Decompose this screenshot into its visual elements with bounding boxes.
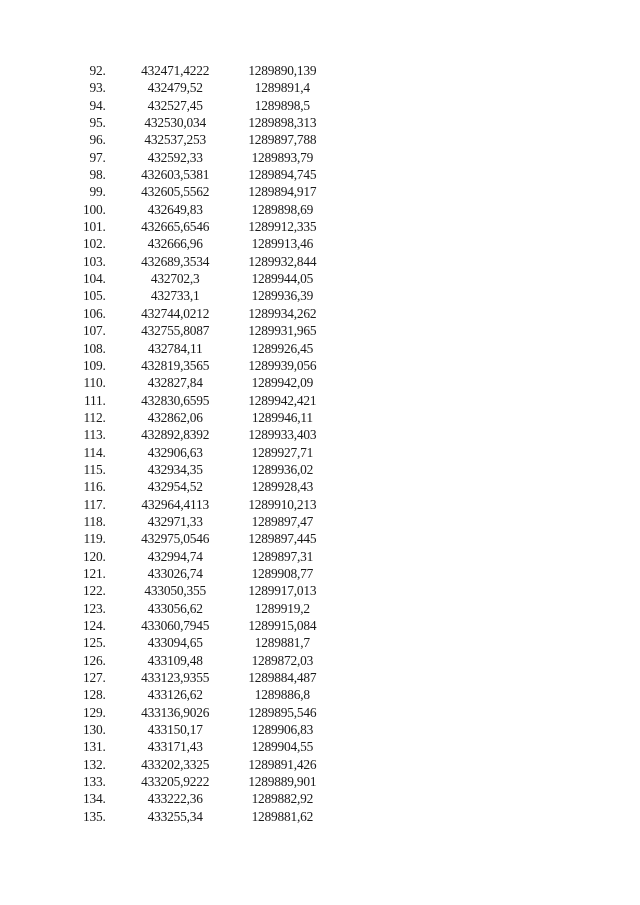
table-row xyxy=(52,114,332,131)
x-coordinate: 433123,9355 xyxy=(141,670,210,686)
row-number: 109. xyxy=(82,357,106,373)
y-coordinate: 1289908,77 xyxy=(251,565,314,581)
x-coordinate: 432784,11 xyxy=(147,340,203,356)
y-coordinate: 1289872,03 xyxy=(251,652,314,668)
row-number: 102. xyxy=(82,236,106,252)
x-coordinate: 432527,45 xyxy=(147,97,203,113)
x-coordinate: 432975,0546 xyxy=(141,531,210,547)
table-row xyxy=(52,530,332,547)
table-row xyxy=(52,287,332,304)
y-coordinate: 1289936,39 xyxy=(251,288,314,304)
row-number: 107. xyxy=(82,323,106,339)
table-row xyxy=(52,305,332,322)
table-row xyxy=(52,652,332,669)
y-coordinate: 1289931,965 xyxy=(248,323,317,339)
x-coordinate: 432665,6546 xyxy=(141,219,210,235)
row-number: 93. xyxy=(89,80,106,96)
table-row xyxy=(52,582,332,599)
row-number: 98. xyxy=(89,167,106,183)
y-coordinate: 1289906,83 xyxy=(251,722,314,738)
table-row xyxy=(52,773,332,790)
y-coordinate: 1289942,421 xyxy=(248,392,317,408)
x-coordinate: 432689,3534 xyxy=(141,253,210,269)
table-row xyxy=(52,270,332,287)
row-number: 103. xyxy=(82,253,106,269)
table-row xyxy=(52,235,332,252)
x-coordinate: 432994,74 xyxy=(147,548,203,564)
row-number: 126. xyxy=(82,652,106,668)
y-coordinate: 1289926,45 xyxy=(251,340,314,356)
x-coordinate: 432479,52 xyxy=(147,80,203,96)
row-number: 122. xyxy=(82,583,106,599)
y-coordinate: 1289891,4 xyxy=(254,80,310,96)
row-number: 124. xyxy=(82,618,106,633)
y-coordinate: 1289904,55 xyxy=(251,739,314,755)
x-coordinate: 432830,6595 xyxy=(141,392,210,408)
row-number: 113. xyxy=(83,427,106,443)
y-coordinate: 1289897,788 xyxy=(248,132,317,148)
y-coordinate: 1289882,92 xyxy=(251,791,314,807)
x-coordinate: 432530,034 xyxy=(144,115,206,131)
row-number: 127. xyxy=(82,670,106,686)
y-coordinate: 1289946,11 xyxy=(251,409,313,425)
x-coordinate: 432603,5381 xyxy=(141,167,210,183)
row-number: 96. xyxy=(89,132,106,148)
row-number: 105. xyxy=(82,288,106,304)
row-number: 129. xyxy=(82,704,106,720)
row-number: 119. xyxy=(83,531,106,547)
row-number: 132. xyxy=(82,756,106,772)
table-row xyxy=(52,634,332,651)
x-coordinate: 432592,33 xyxy=(147,149,203,165)
table-row xyxy=(52,617,332,634)
x-coordinate: 432971,33 xyxy=(147,513,203,529)
y-coordinate: 1289934,262 xyxy=(248,305,317,321)
row-number: 110. xyxy=(83,375,106,391)
y-coordinate: 1289919,2 xyxy=(254,600,310,616)
y-coordinate: 1289927,71 xyxy=(251,444,314,460)
x-coordinate: 432964,4113 xyxy=(141,496,209,512)
x-coordinate: 432666,96 xyxy=(147,236,203,252)
row-number: 135. xyxy=(82,808,106,824)
x-coordinate: 433255,34 xyxy=(147,808,203,824)
x-coordinate: 432537,253 xyxy=(144,132,206,148)
table-row xyxy=(52,565,332,582)
x-coordinate: 433202,3325 xyxy=(141,756,210,772)
table-row xyxy=(52,756,332,773)
x-coordinate: 432954,52 xyxy=(147,479,203,495)
row-number: 111. xyxy=(83,392,106,408)
table-row xyxy=(52,808,332,825)
x-coordinate: 432862,06 xyxy=(147,409,203,425)
x-coordinate: 432605,5562 xyxy=(141,184,210,200)
y-coordinate: 1289932,844 xyxy=(248,253,317,269)
y-coordinate: 1289936,02 xyxy=(251,461,314,477)
row-number: 125. xyxy=(82,635,106,651)
y-coordinate: 1289917,013 xyxy=(248,583,317,599)
y-coordinate: 1289897,31 xyxy=(251,548,314,564)
row-number: 120. xyxy=(82,548,106,564)
table-row xyxy=(52,97,332,114)
row-number: 123. xyxy=(82,600,106,616)
row-number: 130. xyxy=(82,722,106,738)
table-row xyxy=(52,496,332,513)
x-coordinate: 432755,8087 xyxy=(141,323,210,339)
table-row xyxy=(52,461,332,478)
y-coordinate: 1289897,47 xyxy=(251,513,314,529)
y-coordinate: 1289915,084 xyxy=(248,618,317,633)
table-row xyxy=(52,374,332,391)
row-number: 118. xyxy=(83,513,106,529)
row-number: 92. xyxy=(89,63,106,78)
y-coordinate: 1289891,426 xyxy=(248,756,317,772)
row-number: 99. xyxy=(89,184,106,200)
row-number: 115. xyxy=(83,461,106,477)
y-coordinate: 1289913,46 xyxy=(251,236,314,252)
y-coordinate: 1289912,335 xyxy=(248,219,317,235)
row-number: 117. xyxy=(83,496,106,512)
y-coordinate: 1289898,5 xyxy=(254,97,310,113)
x-coordinate: 432471,4222 xyxy=(141,63,210,78)
y-coordinate: 1289890,139 xyxy=(248,63,317,78)
table-row xyxy=(52,721,332,738)
row-number: 128. xyxy=(82,687,106,703)
table-row xyxy=(52,340,332,357)
x-coordinate: 433026,74 xyxy=(147,565,203,581)
row-number: 121. xyxy=(82,565,106,581)
row-number: 97. xyxy=(89,149,106,165)
x-coordinate: 433136,9026 xyxy=(141,704,210,720)
row-number: 131. xyxy=(82,739,106,755)
table-row xyxy=(52,409,332,426)
x-coordinate: 433056,62 xyxy=(147,600,203,616)
y-coordinate: 1289933,403 xyxy=(248,427,317,443)
x-coordinate: 433150,17 xyxy=(147,722,203,738)
x-coordinate: 433205,9222 xyxy=(141,774,210,790)
row-number: 108. xyxy=(82,340,106,356)
y-coordinate: 1289898,313 xyxy=(248,115,317,131)
table-row xyxy=(52,392,332,409)
y-coordinate: 1289894,917 xyxy=(248,184,317,200)
table-row xyxy=(52,513,332,530)
table-row xyxy=(52,218,332,235)
x-coordinate: 433222,36 xyxy=(147,791,203,807)
row-number: 133. xyxy=(82,774,106,790)
x-coordinate: 432702,3 xyxy=(150,271,200,287)
table-row xyxy=(52,704,332,721)
row-number: 100. xyxy=(82,201,106,217)
x-coordinate: 432892,8392 xyxy=(141,427,210,443)
x-coordinate: 433171,43 xyxy=(147,739,203,755)
y-coordinate: 1289939,056 xyxy=(248,357,317,373)
table-row xyxy=(52,686,332,703)
x-coordinate: 432827,84 xyxy=(147,375,203,391)
x-coordinate: 432744,0212 xyxy=(141,305,210,321)
x-coordinate: 433094,65 xyxy=(147,635,203,651)
x-coordinate: 432819,3565 xyxy=(141,357,210,373)
table-row xyxy=(52,62,332,79)
table-row xyxy=(52,426,332,443)
table-row xyxy=(52,253,332,270)
table-row xyxy=(52,669,332,686)
x-coordinate: 432934,35 xyxy=(147,461,203,477)
row-number: 114. xyxy=(83,444,106,460)
table-row xyxy=(52,600,332,617)
row-number: 101. xyxy=(82,219,106,235)
row-number: 94. xyxy=(89,97,106,113)
table-row xyxy=(52,548,332,565)
table-row xyxy=(52,79,332,96)
x-coordinate: 433050,355 xyxy=(144,583,206,599)
y-coordinate: 1289881,62 xyxy=(251,808,314,824)
table-row xyxy=(52,738,332,755)
x-coordinate: 433126,62 xyxy=(147,687,203,703)
row-number: 106. xyxy=(82,305,106,321)
row-number: 116. xyxy=(83,479,106,495)
x-coordinate: 433060,7945 xyxy=(141,618,210,633)
y-coordinate: 1289895,546 xyxy=(248,704,317,720)
y-coordinate: 1289884,487 xyxy=(248,670,317,686)
table-row xyxy=(52,149,332,166)
table-row xyxy=(52,131,332,148)
y-coordinate: 1289881,7 xyxy=(254,635,310,651)
y-coordinate: 1289944,05 xyxy=(251,271,314,287)
table-row xyxy=(52,357,332,374)
table-row xyxy=(52,201,332,218)
table-row xyxy=(52,444,332,461)
x-coordinate: 432649,83 xyxy=(147,201,203,217)
y-coordinate: 1289893,79 xyxy=(251,149,314,165)
coordinates-table xyxy=(52,62,332,825)
y-coordinate: 1289889,901 xyxy=(248,774,317,790)
row-number: 112. xyxy=(83,409,106,425)
x-coordinate: 432733,1 xyxy=(150,288,200,304)
table-row xyxy=(52,166,332,183)
table-row xyxy=(52,183,332,200)
table-row xyxy=(52,478,332,495)
row-number: 95. xyxy=(89,115,106,131)
x-coordinate: 433109,48 xyxy=(147,652,203,668)
y-coordinate: 1289894,745 xyxy=(248,167,317,183)
y-coordinate: 1289928,43 xyxy=(251,479,314,495)
y-coordinate: 1289910,213 xyxy=(248,496,317,512)
y-coordinate: 1289942,09 xyxy=(251,375,314,391)
row-number: 104. xyxy=(82,271,106,287)
y-coordinate: 1289897,445 xyxy=(248,531,317,547)
table-row xyxy=(52,790,332,807)
row-number: 134. xyxy=(82,791,106,807)
y-coordinate: 1289898,69 xyxy=(251,201,314,217)
table-row xyxy=(52,322,332,339)
y-coordinate: 1289886,8 xyxy=(254,687,310,703)
x-coordinate: 432906,63 xyxy=(147,444,203,460)
